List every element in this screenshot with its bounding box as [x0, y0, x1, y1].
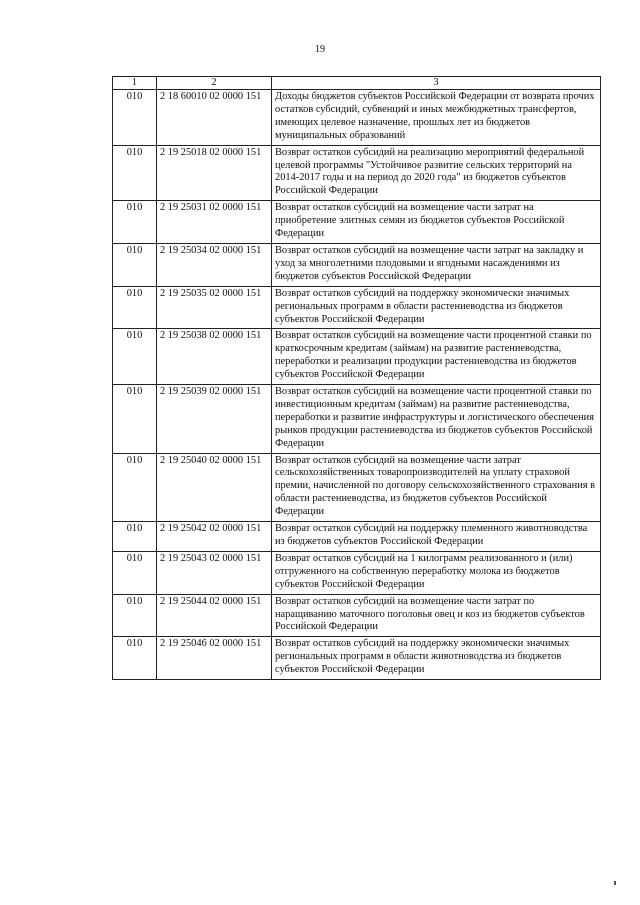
table-row: [113, 90, 601, 146]
description-cell: Доходы бюджетов субъектов Российской Федерации от возврата прочих остатков субсидий, субвенций и иных межбюджетных трансфертов, имеющих целевое назначение, прошлых лет из бюджетов муниципальных образований: [272, 90, 601, 146]
kbk-code-cell: 2 19 25042 02 0000 151: [157, 522, 272, 552]
admin-code-cell: 010: [113, 286, 157, 329]
description-cell: Возврат остатков субсидий на возмещение части затрат сельскохозяйственных товаропроизводителей на уплату страховой премии, начисленной по договору сельскохозяйственного страхования в области растениеводства, из бюджетов субъектов Российской Федерации: [272, 453, 601, 522]
admin-code-cell: 010: [113, 385, 157, 454]
description-cell: Возврат остатков субсидий на возмещение части затрат по наращиванию маточного поголовья овец и коз из бюджетов субъектов Российской Федерации: [272, 594, 601, 637]
kbk-code-cell: 2 19 25035 02 0000 151: [157, 286, 272, 329]
table-row: [113, 329, 601, 385]
admin-code-cell: 010: [113, 201, 157, 244]
column-header-3: 3: [272, 77, 601, 90]
description-cell: Возврат остатков субсидий на поддержку экономически значимых региональных программ в области животноводства из бюджетов субъектов Российской Федерации: [272, 637, 601, 680]
kbk-code-cell: 2 19 25039 02 0000 151: [157, 385, 272, 454]
admin-code-cell: 010: [113, 522, 157, 552]
table-row: [113, 551, 601, 594]
kbk-code-cell: 2 19 25031 02 0000 151: [157, 201, 272, 244]
description-cell: Возврат остатков субсидий на возмещение части процентной ставки по инвестиционным кредитам (займам) на развитие растениеводства, переработки и развитие инфраструктуры и логистического обеспечения рынков продукции растениеводства из бюджетов субъектов Российской Федерации: [272, 385, 601, 454]
table-row: [113, 637, 601, 680]
table-row: [113, 286, 601, 329]
description-cell: Возврат остатков субсидий на поддержку экономически значимых региональных программ в области растениеводства из бюджетов субъектов Российской Федерации: [272, 286, 601, 329]
admin-code-cell: 010: [113, 453, 157, 522]
description-cell: Возврат остатков субсидий на возмещение части затрат на приобретение элитных семян из бюджетов субъектов Российской Федерации: [272, 201, 601, 244]
admin-code-cell: 010: [113, 594, 157, 637]
kbk-code-cell: 2 19 25043 02 0000 151: [157, 551, 272, 594]
kbk-code-cell: 2 18 60010 02 0000 151: [157, 90, 272, 146]
table-header-row: [113, 77, 601, 90]
kbk-code-cell: 2 19 25038 02 0000 151: [157, 329, 272, 385]
table-row: [113, 453, 601, 522]
scan-mark: [614, 881, 616, 885]
budget-codes-table: [112, 76, 601, 680]
table-row: [113, 145, 601, 201]
admin-code-cell: 010: [113, 145, 157, 201]
description-cell: Возврат остатков субсидий на 1 килограмм реализованного и (или) отгруженного на собственную переработку молока из бюджетов субъектов Российской Федерации: [272, 551, 601, 594]
description-cell: Возврат остатков субсидий на поддержку племенного животноводства из бюджетов субъектов Российской Федерации: [272, 522, 601, 552]
admin-code-cell: 010: [113, 243, 157, 286]
admin-code-cell: 010: [113, 90, 157, 146]
table-row: [113, 522, 601, 552]
column-header-2: 2: [157, 77, 272, 90]
page-number: 19: [315, 44, 325, 55]
kbk-code-cell: 2 19 25044 02 0000 151: [157, 594, 272, 637]
column-header-1: 1: [113, 77, 157, 90]
description-cell: Возврат остатков субсидий на реализацию мероприятий федеральной целевой программы "Устойчивое развитие сельских территорий на 2014-2017 годы и на период до 2020 года" из бюджетов субъектов Российской Федерации: [272, 145, 601, 201]
table-row: [113, 385, 601, 454]
kbk-code-cell: 2 19 25040 02 0000 151: [157, 453, 272, 522]
kbk-code-cell: 2 19 25018 02 0000 151: [157, 145, 272, 201]
description-cell: Возврат остатков субсидий на возмещение части затрат на закладку и уход за многолетними плодовыми и ягодными насаждениями из бюджетов субъектов Российской Федерации: [272, 243, 601, 286]
kbk-code-cell: 2 19 25034 02 0000 151: [157, 243, 272, 286]
description-cell: Возврат остатков субсидий на возмещение части процентной ставки по краткосрочным кредитам (займам) на развитие растениеводства, переработки и реализации продукции растениеводства из бюджетов субъектов Российской Федерации: [272, 329, 601, 385]
table-row: [113, 243, 601, 286]
admin-code-cell: 010: [113, 329, 157, 385]
table-row: [113, 201, 601, 244]
kbk-code-cell: 2 19 25046 02 0000 151: [157, 637, 272, 680]
admin-code-cell: 010: [113, 551, 157, 594]
table-row: [113, 594, 601, 637]
admin-code-cell: 010: [113, 637, 157, 680]
